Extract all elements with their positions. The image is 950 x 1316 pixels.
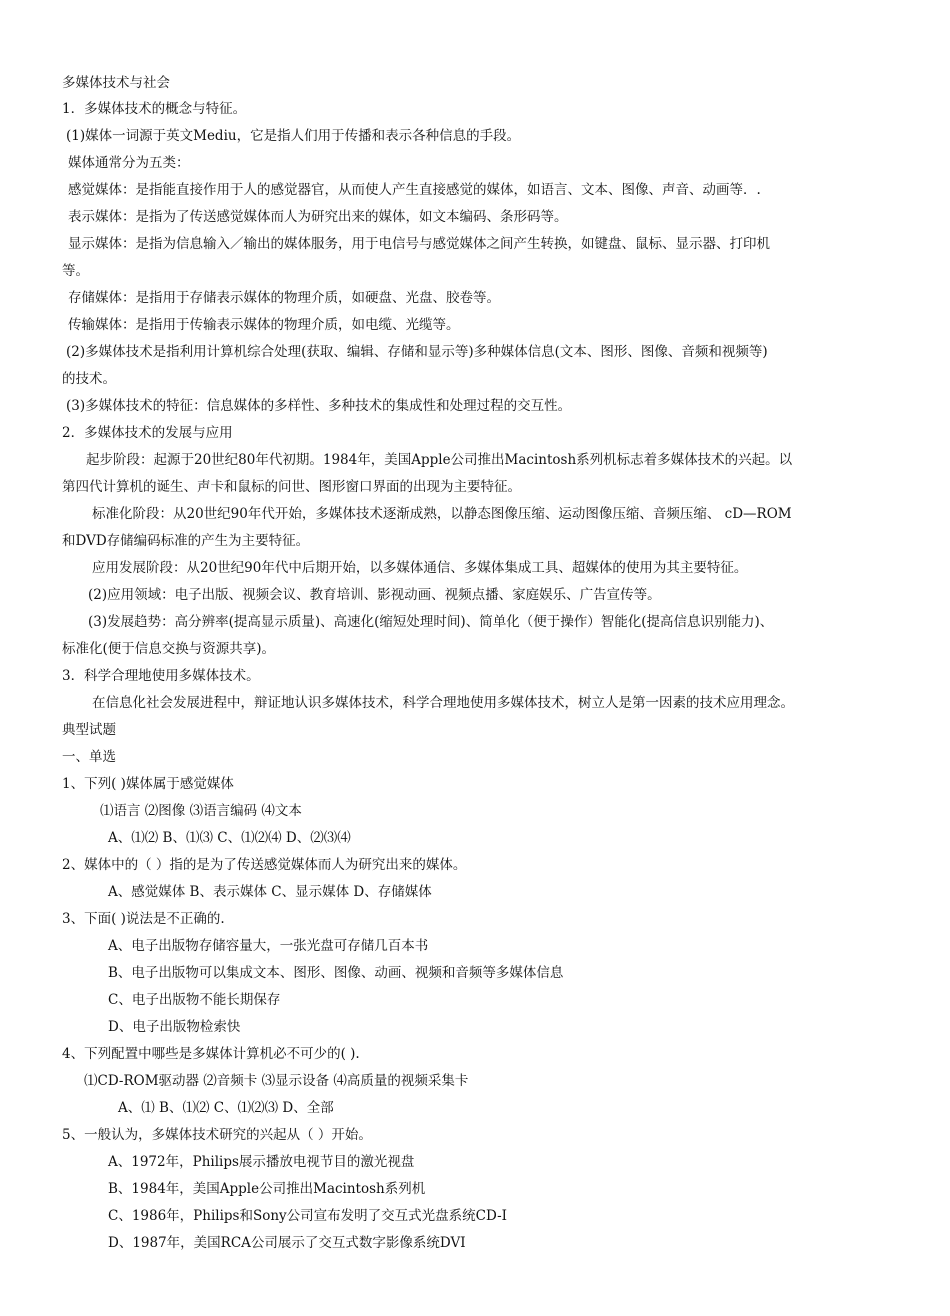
- exam-title: 典型试题: [62, 722, 116, 738]
- question-3-stem: 3、下面( )说法是不正确的.: [62, 911, 225, 927]
- media-type-perception: 感觉媒体：是指能直接作用于人的感觉器官，从而使人产生直接感觉的媒体，如语言、文本、图像、声音、动画等．.: [68, 182, 761, 198]
- media-types-intro: 媒体通常分为五类：: [68, 155, 190, 171]
- question-3-option-b: B、电子出版物可以集成文本、图形、图像、动画、视频和音频等多媒体信息: [108, 965, 564, 981]
- media-type-storage: 存储媒体：是指用于存储表示媒体的物理介质，如硬盘、光盘、胶卷等。: [68, 290, 500, 306]
- exam-section-single-choice: 一、单选: [62, 749, 116, 765]
- question-3-option-a: A、电子出版物存储容量大，一张光盘可存储几百本书: [108, 938, 429, 954]
- section-3-heading: 3．科学合理地使用多媒体技术。: [62, 668, 260, 684]
- stage-application: 应用发展阶段：从20世纪90年代中后期开始，以多媒体通信、多媒体集成工具、超媒体的使用为其主要特征。: [92, 560, 748, 576]
- paragraph-media-definition: (1)媒体一词源于英文Mediu，它是指人们用于传播和表示各种信息的手段。: [66, 128, 521, 144]
- document-title: 多媒体技术与社会: [62, 75, 170, 91]
- question-3-option-c: C、电子出版物不能长期保存: [108, 992, 281, 1008]
- question-5-option-c: C、1986年，Philips和Sony公司宣布发明了交互式光盘系统CD-I: [108, 1208, 507, 1224]
- media-type-representation: 表示媒体：是指为了传送感觉媒体而人为研究出来的媒体，如文本编码、条形码等。: [68, 209, 568, 225]
- media-type-transmission: 传输媒体：是指用于传输表示媒体的物理介质，如电缆、光缆等。: [68, 317, 460, 333]
- question-2-options: A、感觉媒体 B、表示媒体 C、显示媒体 D、存储媒体: [108, 884, 432, 900]
- development-trends: (3)发展趋势：高分辨率(提高显示质量)、高速化(缩短处理时间)、简单化（便于操作）智能化(提高信息识别能力)、: [88, 614, 774, 630]
- application-fields: (2)应用领域：电子出版、视频会议、教育培训、影视动画、视频点播、家庭娱乐、广告宣传等。: [88, 587, 661, 603]
- question-1-items: ⑴语言 ⑵图像 ⑶语言编码 ⑷文本: [100, 803, 302, 819]
- stage-standardization-cont: 和DVD存储编码标准的产生为主要特征。: [62, 533, 310, 549]
- question-1-options: A、⑴⑵ B、⑴⑶ C、⑴⑵⑷ D、⑵⑶⑷: [108, 830, 351, 846]
- media-type-display: 显示媒体：是指为信息输入／输出的媒体服务，用于电信号与感觉媒体之间产生转换，如键盘、鼠标、显示器、打印机: [68, 236, 770, 252]
- stage-initial: 起步阶段：起源于20世纪80年代初期。1984年，美国Apple公司推出Macintosh系列机标志着多媒体技术的兴起。以: [86, 452, 793, 468]
- question-5-option-a: A、1972年，Philips展示播放电视节目的激光视盘: [108, 1154, 415, 1170]
- question-5-option-b: B、1984年，美国Apple公司推出Macintosh系列机: [108, 1181, 426, 1197]
- media-type-display-cont: 等。: [62, 263, 89, 279]
- section-2-heading: 2．多媒体技术的发展与应用: [62, 425, 233, 441]
- paragraph-multimedia-features: (3)多媒体技术的特征：信息媒体的多样性、多种技术的集成性和处理过程的交互性。: [66, 398, 572, 414]
- section-1-heading: 1．多媒体技术的概念与特征。: [62, 101, 247, 117]
- question-4-stem: 4、下列配置中哪些是多媒体计算机必不可少的( ).: [62, 1046, 360, 1062]
- section-3-paragraph: 在信息化社会发展进程中，辩证地认识多媒体技术，科学合理地使用多媒体技术，树立人是第一因素的技术应用理念。: [92, 695, 794, 711]
- question-5-option-d: D、1987年，美国RCA公司展示了交互式数字影像系统DVI: [108, 1235, 466, 1251]
- stage-initial-cont: 第四代计算机的诞生、声卡和鼠标的问世、图形窗口界面的出现为主要特征。: [62, 479, 521, 495]
- question-3-option-d: D、电子出版物检索快: [108, 1019, 241, 1035]
- development-trends-cont: 标准化(便于信息交换与资源共享)。: [62, 641, 276, 657]
- question-4-options: A、⑴ B、⑴⑵ C、⑴⑵⑶ D、全部: [118, 1100, 334, 1116]
- question-2-stem: 2、媒体中的（ ）指的是为了传送感觉媒体而人为研究出来的媒体。: [62, 857, 467, 873]
- paragraph-multimedia-definition: (2)多媒体技术是指利用计算机综合处理(获取、编辑、存储和显示等)多种媒体信息(文本、图形、图像、音频和视频等): [66, 344, 768, 360]
- question-4-items: ⑴CD-ROM驱动器 ⑵音频卡 ⑶显示设备 ⑷高质量的视频采集卡: [84, 1073, 469, 1089]
- question-5-stem: 5、一般认为，多媒体技术研究的兴起从（ ）开始。: [62, 1127, 372, 1143]
- question-1-stem: 1、下列( )媒体属于感觉媒体: [62, 776, 234, 792]
- paragraph-multimedia-definition-cont: 的技术。: [62, 371, 116, 387]
- stage-standardization: 标准化阶段：从20世纪90年代开始，多媒体技术逐渐成熟，以静态图像压缩、运动图像压缩、音频压缩、 cD—ROM: [92, 506, 792, 522]
